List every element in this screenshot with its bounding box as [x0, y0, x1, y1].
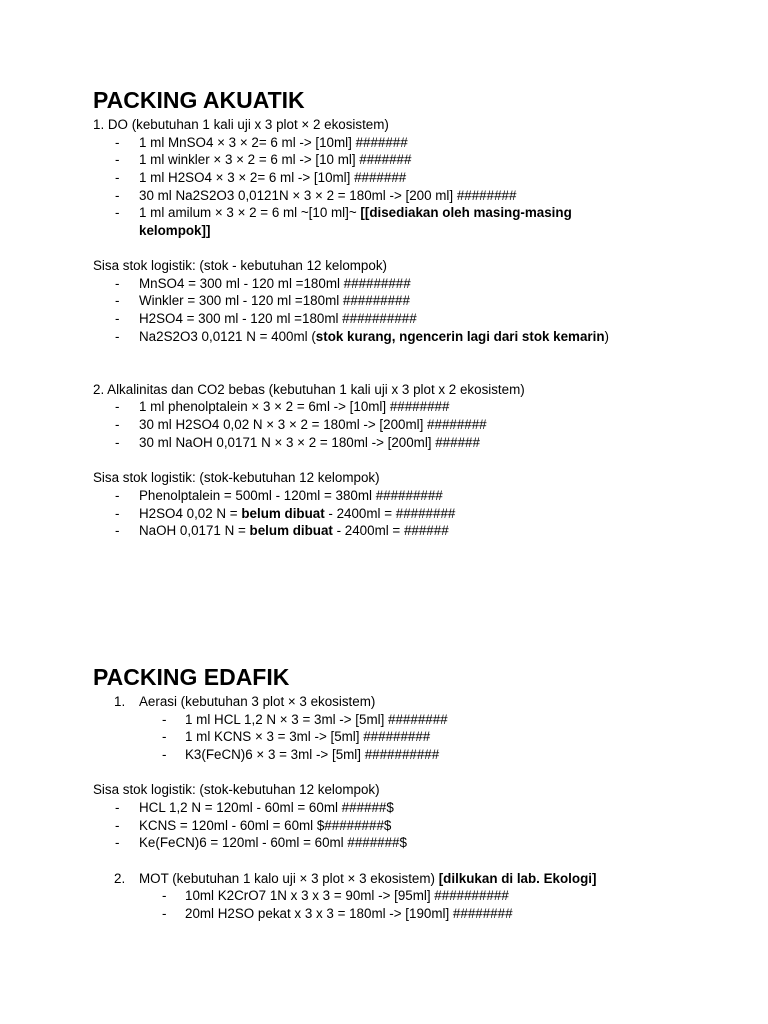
amilum-text: 1 ml amilum × 3 × 2 = 6 ml ~[10 ml]~ — [139, 205, 361, 220]
h2so4-post: - 2400ml = ######## — [324, 506, 456, 521]
list-item: 1 ml MnSO4 × 3 × 2= 6 ml -> [10ml] ####### — [139, 135, 408, 150]
list-item: 1 ml H2SO4 × 3 × 2= 6 ml -> [10ml] ####### — [139, 170, 407, 185]
list-item: 1 ml phenolptalein × 3 × 2 = 6ml -> [10ml] ######## — [139, 399, 450, 414]
na2s2o3-text: Na2S2O3 0,0121 N = 400ml ( — [139, 329, 316, 344]
amilum-note-continued — [139, 222, 210, 240]
bullet: - — [115, 399, 120, 414]
list-item: 1 ml KCNS × 3 = 3ml -> [5ml] ######### — [185, 729, 431, 744]
section-title-akuatik: PACKING AKUATIK — [93, 87, 305, 113]
bullet: - — [115, 417, 120, 432]
h2so4-pre: H2SO4 0,02 N = — [139, 506, 242, 521]
list-item: 30 ml Na2S2O3 0,0121N × 3 × 2 = 180ml -> [200 ml] ######## — [139, 188, 517, 203]
bullet: - — [162, 712, 167, 727]
bullet: - — [115, 488, 120, 503]
bullet: - — [115, 818, 120, 833]
alkalinitas-title: 2. Alkalinitas dan CO2 bebas (kebutuhan 1 kali uji x 3 plot x 2 ekosistem) — [93, 382, 525, 397]
list-number: 1. — [114, 694, 126, 709]
do-title: 1. DO (kebutuhan 1 kali uji x 3 plot × 2 ekosistem) — [93, 117, 389, 132]
list-item-na2s2o3 — [139, 328, 609, 346]
naoh-pre: NaOH 0,0171 N = — [139, 523, 250, 538]
bullet: - — [115, 311, 120, 326]
stock3-title: Sisa stok logistik: (stok-kebutuhan 12 kelompok) — [93, 782, 380, 797]
bullet: - — [115, 435, 120, 450]
list-item: KCNS = 120ml - 60ml = 60ml $########$ — [139, 818, 392, 833]
stock1-title: Sisa stok logistik: (stok - kebutuhan 12 kelompok) — [93, 258, 387, 273]
bullet: - — [115, 152, 120, 167]
bullet: - — [162, 906, 167, 921]
bullet: - — [115, 800, 120, 815]
amilum-note: [[disediakan oleh masing-masing — [360, 205, 572, 220]
bullet: - — [115, 506, 120, 521]
list-item: 10ml K2CrO7 1N x 3 x 3 = 90ml -> [95ml] ########## — [185, 888, 509, 903]
na2s2o3-close: ) — [604, 329, 609, 344]
bullet: - — [115, 293, 120, 308]
list-item: 1 ml HCL 1,2 N × 3 = 3ml -> [5ml] ######## — [185, 712, 448, 727]
stock2-title: Sisa stok logistik: (stok-kebutuhan 12 kelompok) — [93, 470, 380, 485]
list-number: 2. — [114, 871, 126, 886]
mot-note: [dilkukan di lab. Ekologi] — [438, 871, 597, 886]
bullet: - — [115, 329, 120, 344]
list-item: Ke(FeCN)6 = 120ml - 60ml = 60ml #######$ — [139, 835, 407, 850]
h2so4-status: belum dibuat — [241, 506, 325, 521]
list-item: 1 ml winkler × 3 × 2 = 6 ml -> [10 ml] ####### — [139, 152, 412, 167]
bullet: - — [162, 729, 167, 744]
list-item-amilum — [139, 204, 572, 222]
bullet: - — [115, 276, 120, 291]
list-item: 30 ml NaOH 0,0171 N × 3 × 2 = 180ml -> [200ml] ###### — [139, 435, 480, 450]
list-item-naoh — [139, 522, 449, 540]
list-item: K3(FeCN)6 × 3 = 3ml -> [5ml] ########## — [185, 747, 440, 762]
bullet: - — [115, 205, 120, 220]
list-item: Winkler = 300 ml - 120 ml =180ml ######### — [139, 293, 410, 308]
list-item: MnSO4 = 300 ml - 120 ml =180ml ######### — [139, 276, 411, 291]
bullet: - — [115, 170, 120, 185]
list-item: HCL 1,2 N = 120ml - 60ml = 60ml ######$ — [139, 800, 394, 815]
na2s2o3-note: stok kurang, ngencerin lagi dari stok kemarin — [315, 329, 605, 344]
naoh-post: - 2400ml = ###### — [332, 523, 449, 538]
list-item: H2SO4 = 300 ml - 120 ml =180ml ########## — [139, 311, 417, 326]
bullet: - — [162, 747, 167, 762]
aerasi-title: Aerasi (kebutuhan 3 plot × 3 ekosistem) — [139, 694, 376, 709]
bullet: - — [115, 835, 120, 850]
bullet: - — [115, 523, 120, 538]
bullet: - — [115, 135, 120, 150]
bullet: - — [115, 188, 120, 203]
bullet: - — [162, 888, 167, 903]
mot-title — [139, 870, 596, 888]
mot-title-text: MOT (kebutuhan 1 kalo uji × 3 plot × 3 ekosistem) — [139, 871, 439, 886]
amilum-note-2: kelompok]] — [139, 223, 211, 238]
list-item-h2so4 — [139, 505, 455, 523]
naoh-status: belum dibuat — [249, 523, 333, 538]
list-item: 20ml H2SO pekat x 3 x 3 = 180ml -> [190ml] ######## — [185, 906, 513, 921]
section-title-edafik: PACKING EDAFIK — [93, 664, 290, 690]
list-item: 30 ml H2SO4 0,02 N × 3 × 2 = 180ml -> [200ml] ######## — [139, 417, 487, 432]
list-item: Phenolptalein = 500ml - 120ml = 380ml ######### — [139, 488, 443, 503]
